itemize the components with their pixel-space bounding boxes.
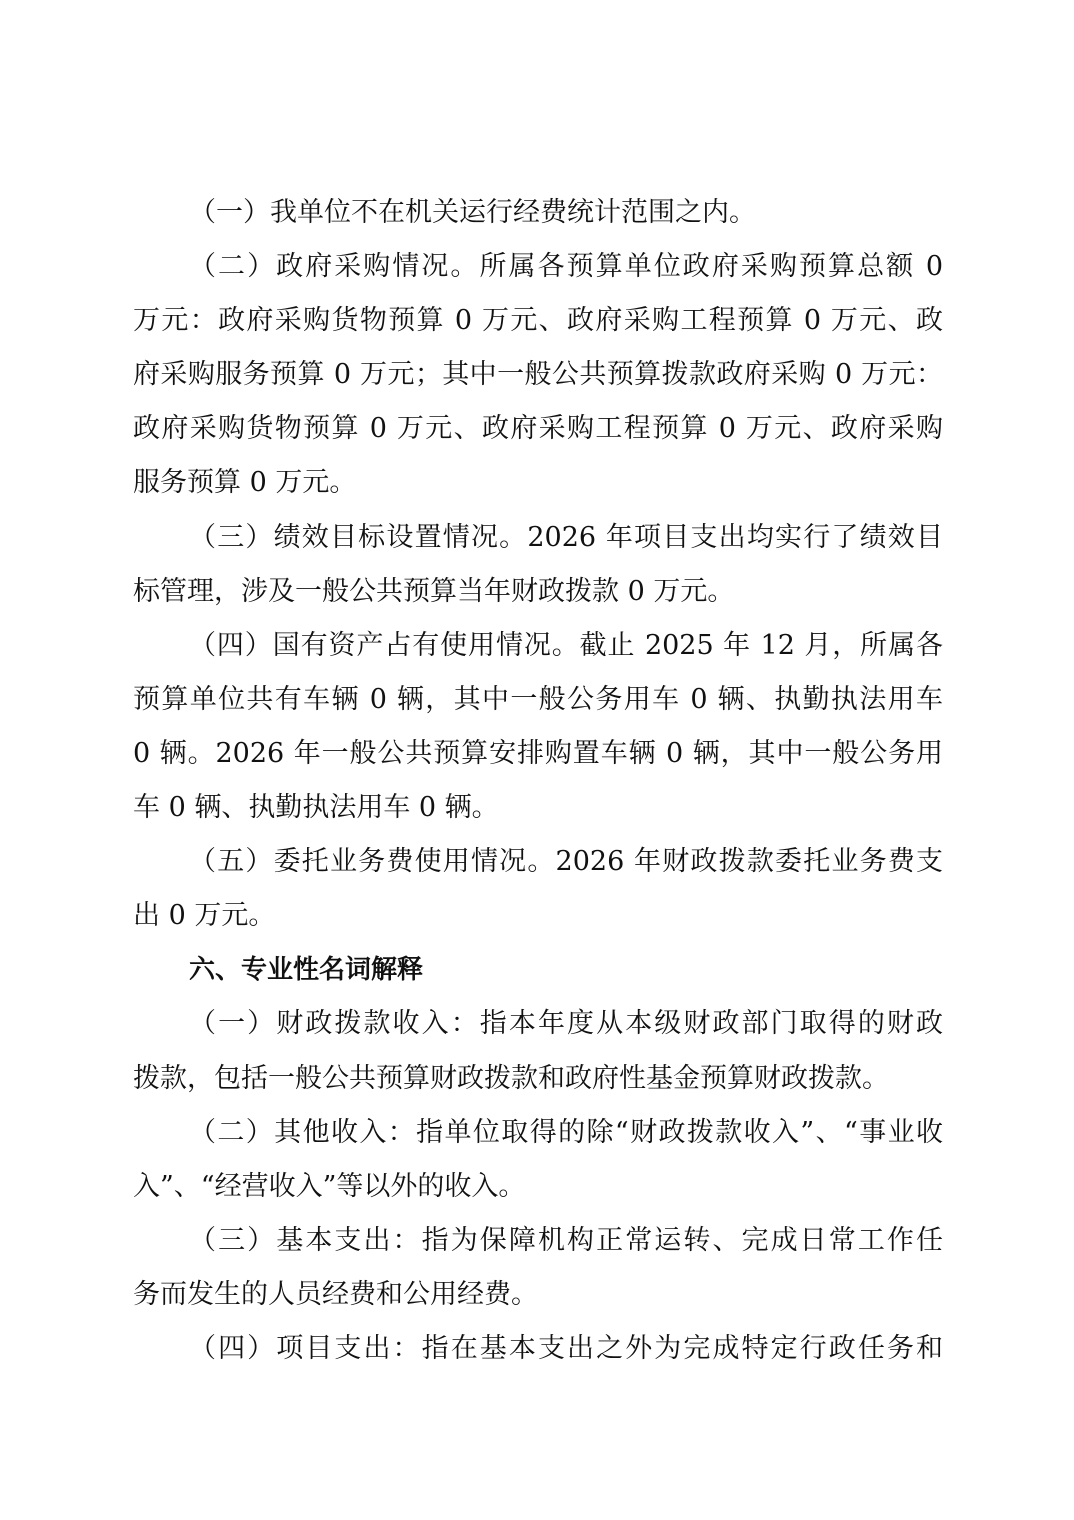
- text-line: 入”、“经营收入”等以外的收入。: [133, 1170, 526, 1202]
- paragraph: [133, 1114, 943, 1222]
- text-line: 标管理，涉及一般公共预算当年财政拨款 0 万元。: [133, 575, 735, 607]
- text-line: （四）项目支出：指在基本支出之外为完成特定行政任务和: [189, 1332, 943, 1364]
- paragraph: [133, 1005, 943, 1113]
- text-line: 万元：政府采购货物预算 0 万元、政府采购工程预算 0 万元、政: [133, 305, 943, 337]
- paragraph: [133, 194, 943, 248]
- text-line: 六、专业性名词解释: [189, 955, 424, 986]
- text-line: 出 0 万元。: [133, 900, 276, 932]
- text-line: 0 辆。2026 年一般公共预算安排购置车辆 0 辆，其中一般公务用: [133, 737, 943, 769]
- text-line: 府采购服务预算 0 万元；其中一般公共预算拨款政府采购 0 万元：: [133, 359, 943, 391]
- text-line: 预算单位共有车辆 0 辆，其中一般公务用车 0 辆、执勤执法用车: [133, 683, 943, 715]
- text-line: （一）财政拨款收入：指本年度从本级财政部门取得的财政: [189, 1008, 943, 1040]
- paragraph: [133, 843, 943, 951]
- text-line: 政府采购货物预算 0 万元、政府采购工程预算 0 万元、政府采购: [133, 413, 943, 445]
- text-line: 服务预算 0 万元。: [133, 467, 357, 499]
- text-line: 拨款，包括一般公共预算财政拨款和政府性基金预算财政拨款。: [133, 1062, 889, 1094]
- paragraph: [133, 248, 943, 518]
- text-line: （二）政府采购情况。所属各预算单位政府采购预算总额 0: [189, 251, 943, 283]
- text-line: （二）其他收入：指单位取得的除“财政拨款收入”、“事业收: [189, 1116, 943, 1148]
- text-line: 务而发生的人员经费和公用经费。: [133, 1278, 538, 1310]
- text-line: （五）委托业务费使用情况。2026 年财政拨款委托业务费支: [189, 846, 943, 878]
- paragraph: [133, 627, 943, 843]
- paragraph: [133, 519, 943, 627]
- document-page: [133, 194, 943, 1384]
- text-line: （一）我单位不在机关运行经费统计范围之内。: [189, 197, 756, 228]
- paragraph: [133, 1222, 943, 1330]
- text-line: （三）绩效目标设置情况。2026 年项目支出均实行了绩效目: [189, 521, 943, 553]
- paragraph: [133, 1330, 943, 1384]
- text-line: （四）国有资产占有使用情况。截止 2025 年 12 月，所属各: [189, 629, 943, 661]
- section-heading: [133, 951, 943, 1005]
- text-line: （三）基本支出：指为保障机构正常运转、完成日常工作任: [189, 1224, 943, 1256]
- text-line: 车 0 辆、执勤执法用车 0 辆。: [133, 792, 499, 824]
